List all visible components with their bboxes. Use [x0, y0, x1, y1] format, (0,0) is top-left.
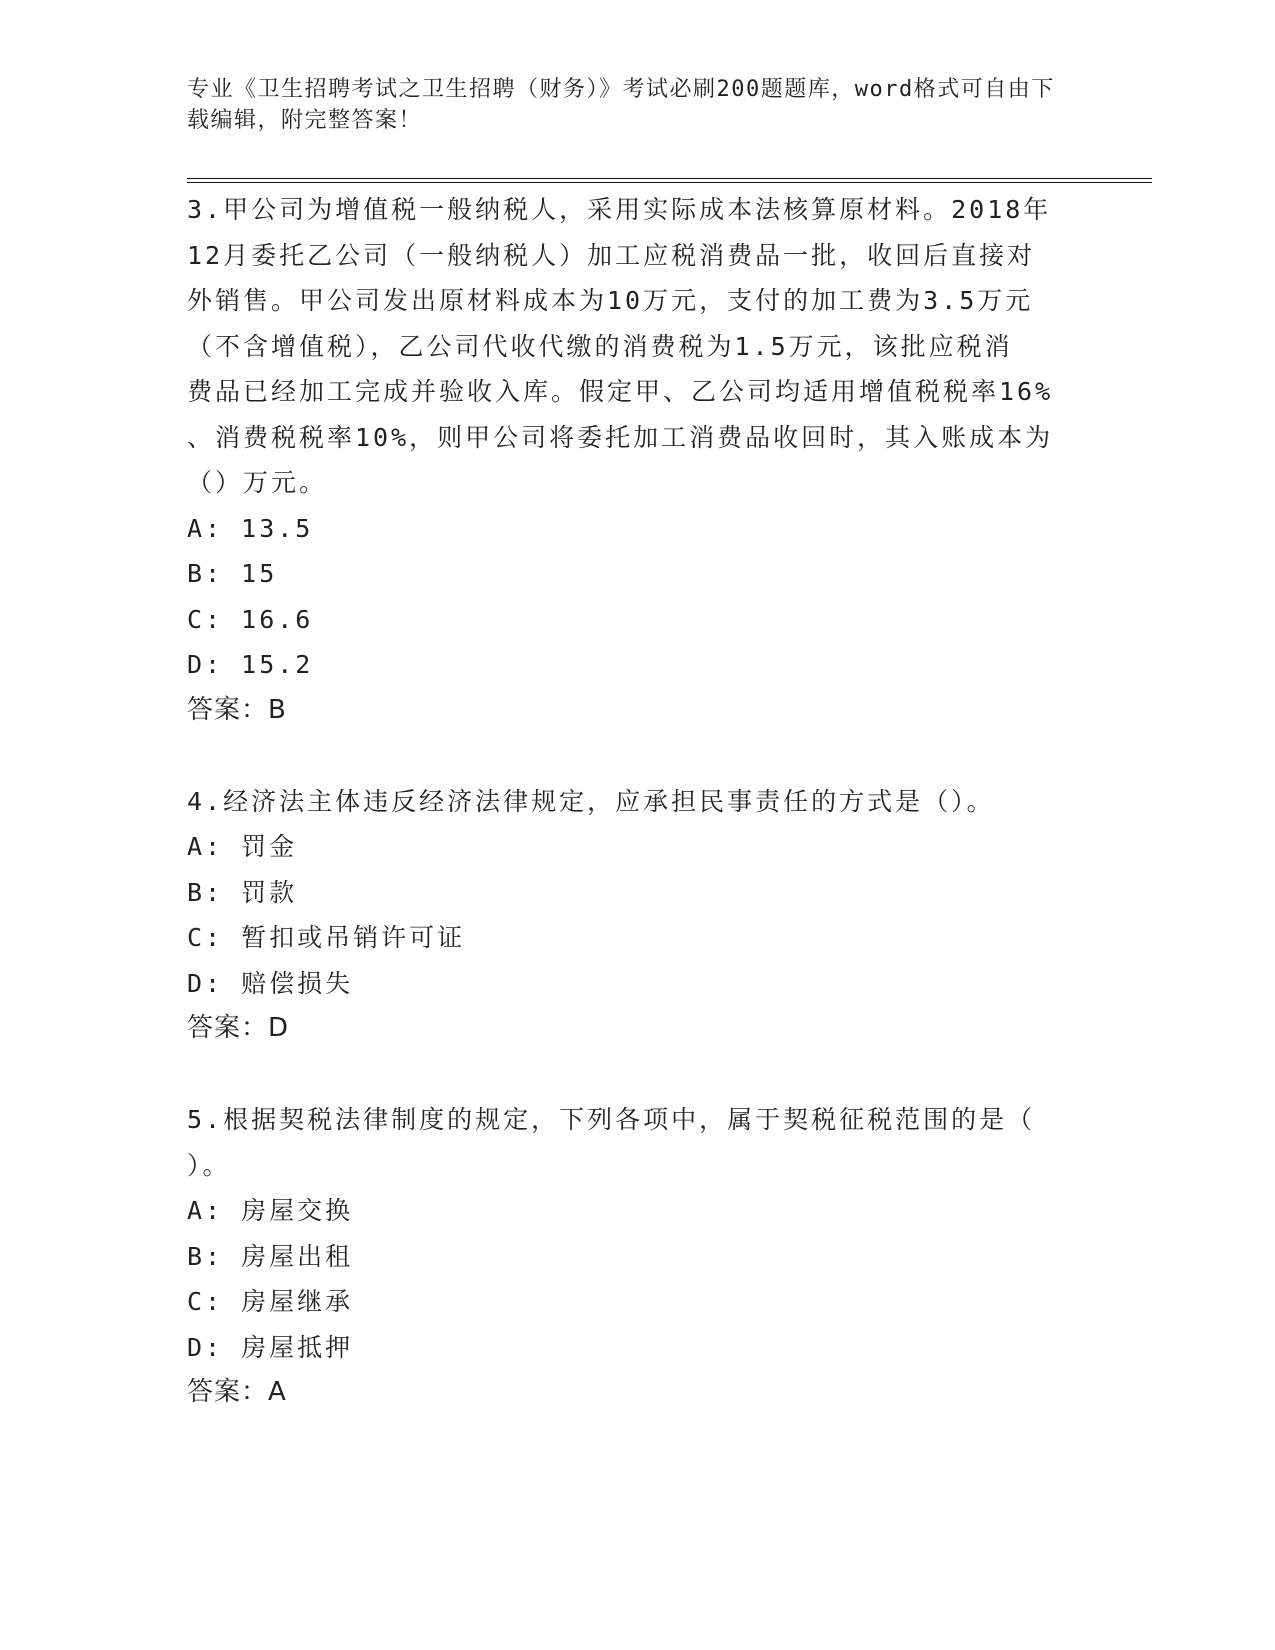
- question-block: [187, 779, 1087, 1052]
- option-b: B: 15: [187, 559, 278, 588]
- question-block: [187, 187, 1087, 733]
- question-stem-line: 3.甲公司为增值税一般纳税人，采用实际成本法核算原材料。2018年: [187, 195, 1052, 224]
- question-stem-line: ）。: [187, 1150, 231, 1180]
- question-stem-line: 4.经济法主体违反经济法律规定，应承担民事责任的方式是（）。: [187, 786, 995, 816]
- option-b: B: 罚款: [187, 877, 298, 907]
- option-d: D: 房屋抵押: [187, 1332, 354, 1362]
- option-c: C: 16.6: [187, 604, 314, 634]
- question-stem-line: （）万元。: [187, 468, 328, 497]
- answer-line: 答案：D: [187, 1013, 290, 1043]
- option-c: C: 房屋继承: [187, 1287, 354, 1316]
- question-block: [187, 1097, 1087, 1416]
- option-d: D: 15.2: [187, 650, 314, 679]
- header-divider-bottom: [187, 182, 1152, 183]
- option-a: A: 房屋交换: [187, 1196, 354, 1225]
- question-stem-line: （不含增值税），乙公司代收代缴的消费税为1.5万元，该批应税消: [187, 331, 1013, 361]
- answer-line: 答案：B: [187, 694, 287, 725]
- question-stem-line: 费品已经加工完成并验收入库。假定甲、乙公司均适用增值税税率16%: [187, 377, 1054, 406]
- question-stem-line: 外销售。甲公司发出原材料成本为10万元，支付的加工费为3.5万元: [187, 286, 1034, 315]
- header-divider-top: [187, 178, 1152, 179]
- spacer: [187, 733, 1087, 779]
- option-b: B: 房屋出租: [187, 1241, 354, 1271]
- option-c: C: 暂扣或吊销许可证: [187, 923, 466, 952]
- option-a: A: 罚金: [187, 832, 298, 861]
- spacer: [187, 1052, 1087, 1098]
- option-a: A: 13.5: [187, 513, 314, 543]
- question-stem-line: 、消费税税率10%，则甲公司将委托加工消费品收回时，其入账成本为: [187, 422, 1054, 452]
- question-list: [187, 187, 1087, 1416]
- document-header: 专业《卫生招聘考试之卫生招聘（财务）》考试必刷200题题库，word格式可自由下载编辑，附完整答案！: [187, 77, 1055, 133]
- question-stem-line: 12月委托乙公司（一般纳税人）加工应税消费品一批，收回后直接对: [187, 240, 1036, 270]
- option-d: D: 赔偿损失: [187, 968, 354, 998]
- answer-line: 答案：A: [187, 1377, 287, 1407]
- question-stem-line: 5.根据契税法律制度的规定，下列各项中，属于契税征税范围的是（: [187, 1105, 1036, 1134]
